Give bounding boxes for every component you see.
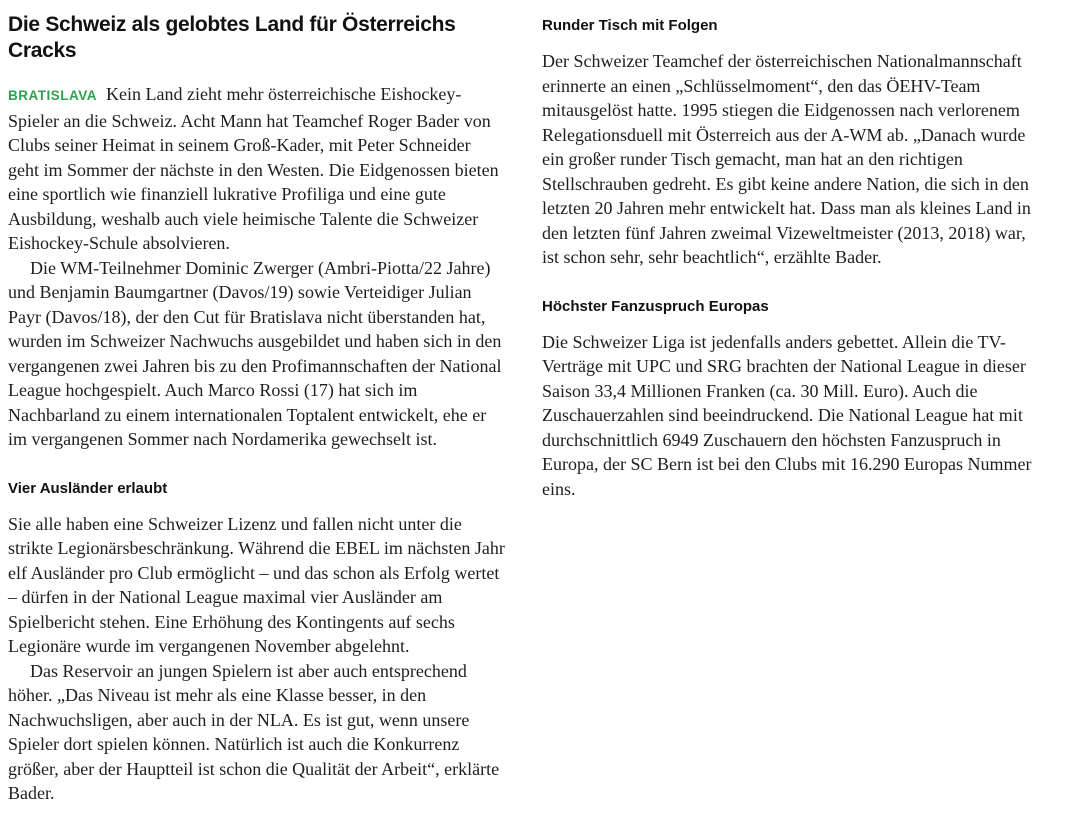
section-heading-fanzuspruch: Höchster Fanzuspruch Europas <box>542 297 769 315</box>
article-headline: Die Schweiz als gelobtes Land für Österreichs Cracks <box>8 13 456 62</box>
paragraph-schluesselmoment: Der Schweizer Teamchef der österreichischen Nationalmannschaft erinnerte an einen „Schlüsselmoment“, den das ÖEHV-Team mitausgelöst hatte. 1995 stiegen die Eidgenossen nach verlorenem Relegationsduell mit Österreich aus der A-WM ab. „Danach wurde ein großer runder Tisch gemacht, man hat an den richtigen Stellschrauben gedreht. Es gibt keine andere Nation, die sich in den letzten 20 Jahren mehr entwickelt hat. Dass man als kleines Land in den letzten fünf Jahren zweimal Vizeweltmeister (2013, 2018) war, ist schon sehr, sehr beachtlich“, erzählte Bader. <box>542 51 1031 267</box>
left-column <box>8 12 506 806</box>
paragraph-players: Die WM-Teilnehmer Dominic Zwerger (Ambri-Piotta/22 Jahre) und Benjamin Baumgartner (Davos/19) sowie Verteidiger Julian Payr (Davos/18), der den Cut für Bratislava nicht überstanden hat, wurden im Schweizer Nachwuchs ausgebildet und haben sich in den vergangenen zwei Jahren bis zu den Profimannschaften der National League hochgespielt. Auch Marco Rossi (17) hat sich im Nachbarland zu einem internationalen Toptalent entwickelt, ehe er im vergangenen Sommer nach Nordamerika gewechselt ist. <box>8 257 502 449</box>
paragraph-liga-finanzen: Die Schweizer Liga ist jedenfalls anders gebettet. Allein die TV-Verträge mit UPC und SRG brachten der National League in dieser Saison 33,4 Millionen Franken (ca. 30 Mill. Euro). Auch die Zuschauerzahlen sind beeindruckend. Die National League hat mit durchschnittlich 6949 Zuschauern den höchsten Fanzuspruch in Europa, der SC Bern ist bei den Clubs mit 16.290 Europas Nummer eins. <box>542 331 1032 499</box>
paragraph-license-rules: Sie alle haben eine Schweizer Lizenz und fallen nicht unter die strikte Legionärsbeschränkung. Während die EBEL im nächsten Jahr elf Ausländer pro Club ermöglicht – und das schon als Erfolg wertet – dürfen in der National League maximal vier Ausländer am Spielbericht stehen. Eine Erhöhung des Kontingents auf sechs Legionäre wurde im vergangenen November abgelehnt. <box>8 513 505 656</box>
lead-paragraph <box>8 82 506 256</box>
lead-paragraph-text: Kein Land zieht mehr österreichische Eishockey-Spieler an die Schweiz. Acht Mann hat Teamchef Roger Bader von Clubs seiner Heimat in seinem Groß-Kader, mit Peter Schneider geht im Sommer der nächste in den Westen. Die Eidgenossen bieten eine sportlich wie finanziell lukrative Profiliga und eine gute Ausbildung, weshalb auch viele heimische Talente die Schweizer Eishockey-Schule absolvieren. <box>8 84 499 253</box>
paragraph-reservoir-quote: Das Reservoir an jungen Spielern ist aber auch entsprechend höher. „Das Niveau ist mehr als eine Klasse besser, in den Nachwuchsligen, aber auch in der NLA. Es ist gut, wenn unsere Spieler dort spielen können. Natürlich ist auch die Konkurrenz größer, aber der Hauptteil ist schon die Qualität der Arbeit“, erklärte Bader. <box>8 660 500 803</box>
dateline-label: BRATISLAVA <box>8 88 97 103</box>
section-heading-vier-auslaender: Vier Ausländer erlaubt <box>8 479 168 497</box>
section-heading-runder-tisch: Runder Tisch mit Folgen <box>542 17 718 34</box>
right-column <box>542 12 1040 806</box>
